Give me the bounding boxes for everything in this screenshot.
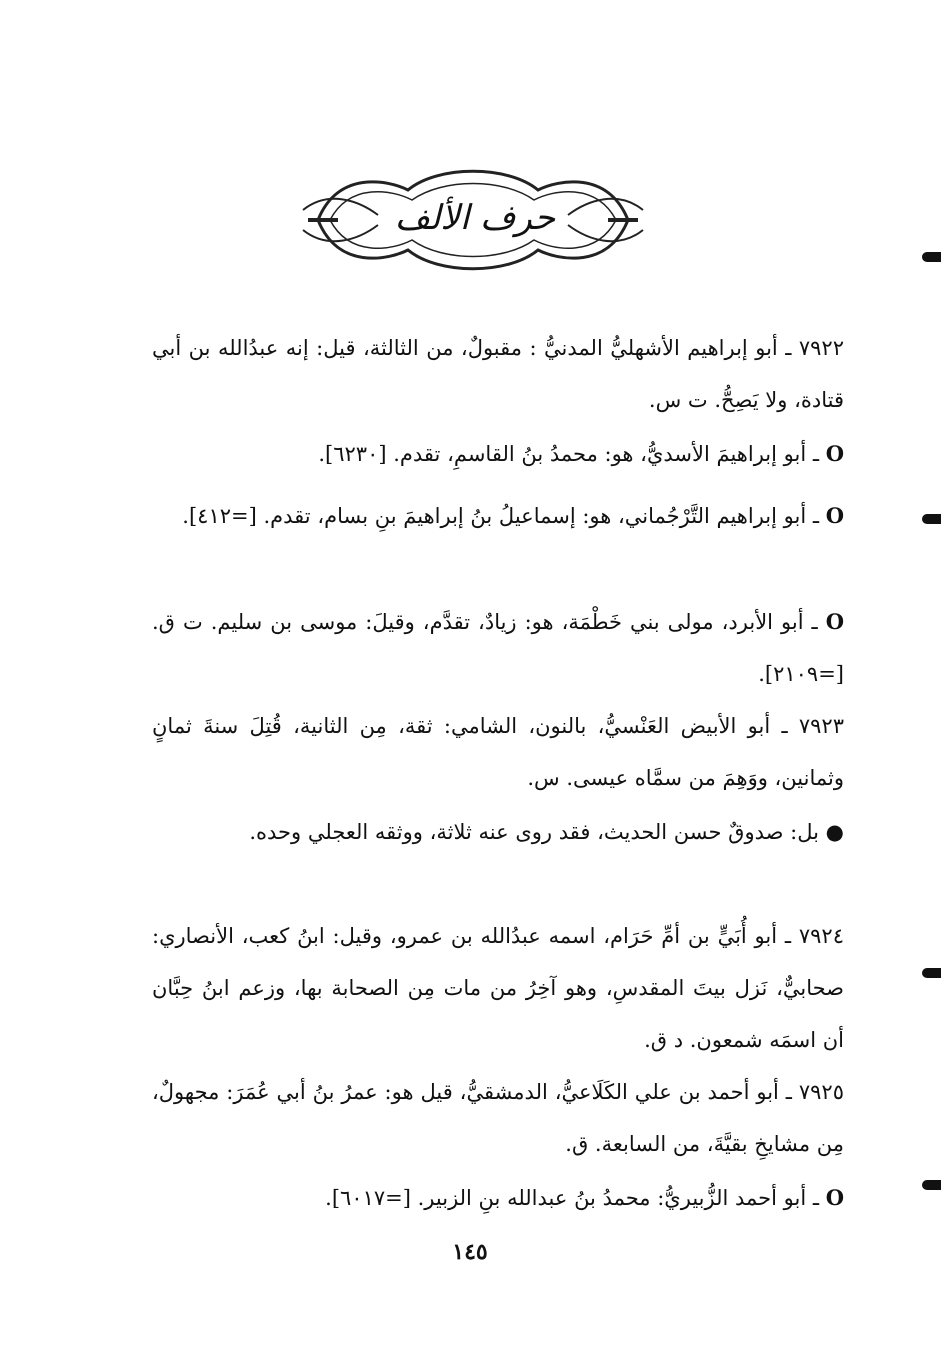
- entry-commentary: [152, 806, 844, 858]
- entry-text: ـ أبو إبراهيم التَّرْجُماني، هو: إسماعيلُ بنُ إبراهيمَ بنِ بسام، تقدم. [=٤١٢].: [182, 504, 820, 528]
- entry-7923: [152, 700, 844, 804]
- entry-7925: [152, 1066, 844, 1170]
- entry-text: ٧٩٢٣ ـ أبو الأبيض العَنْسيُّ، بالنون، الشامي: ثقة، مِن الثانية، قُتِلَ سنةَ ثمانٍ وثمانين، ووَهِمَ من سمَّاه عيسى. س.: [152, 714, 844, 790]
- entry-text: ـ أبو الأبرد، مولى بني خَطْمَة، هو: زيادٌ، تقدَّم، وقيلَ: موسى بن سليم. ت ق. [=٢١٠٩].: [152, 610, 844, 686]
- entry-7924: [152, 910, 844, 1066]
- entry-cross-reference: [152, 428, 844, 480]
- entry-7922: [152, 322, 844, 426]
- binding-mark: [922, 514, 941, 524]
- bullet-marker-icon: ●: [825, 819, 844, 844]
- entry-text: ٧٩٢٤ ـ أبو أُبَيٍّ بن أمِّ حَرَام، اسمه عبدُالله بن عمرو، وقيل: ابنُ كعب، الأنصاري: صحابيٌّ، نَزل بيتَ المقدسِ، وهو آخِرُ من مات مِن الصحابة بها، وزعم ابنُ حِبَّان أن اسمَه شمعون. د ق.: [152, 924, 844, 1052]
- entry-text: ـ أبو إبراهيمَ الأسديُّ، هو: محمدُ بنُ القاسمِ، تقدم. [٦٢٣٠].: [318, 442, 820, 466]
- entry-text: ٧٩٢٢ ـ أبو إبراهيم الأشهليُّ المدنيُّ : مقبولٌ، من الثالثة، قيل: إنه عبدُالله بن أبي قتادة، ولا يَصِحُّ. ت س.: [152, 336, 844, 412]
- binding-mark: [922, 252, 941, 262]
- entry-cross-reference: [152, 490, 844, 542]
- circle-marker-icon: O: [825, 441, 844, 466]
- page-number: ١٤٥: [452, 1239, 488, 1265]
- entry-text: بل: صدوقٌ حسن الحديث، فقد روى عنه ثلاثة، ووثقه العجلي وحده.: [249, 820, 819, 844]
- circle-marker-icon: O: [825, 503, 844, 528]
- circle-marker-icon: O: [825, 609, 844, 634]
- entry-text: ـ أبو أحمد الزُّبيريُّ: محمدُ بنُ عبدالله بنِ الزبير. [=٦٠١٧].: [325, 1186, 820, 1210]
- entry-cross-reference: [152, 1172, 844, 1224]
- binding-mark: [922, 968, 941, 978]
- circle-marker-icon: O: [825, 1185, 844, 1210]
- binding-mark: [922, 1180, 941, 1190]
- entry-cross-reference: [152, 596, 844, 700]
- section-title: حرف الألف: [394, 198, 556, 238]
- entry-text: ٧٩٢٥ ـ أبو أحمد بن علي الكَلَاعيُّ، الدمشقيُّ، قيل هو: عمرُ بنُ أبي عُمَرَ: مجهولٌ، مِن مشايخِ بقيَّةَ، من السابعة. ق.: [152, 1080, 844, 1156]
